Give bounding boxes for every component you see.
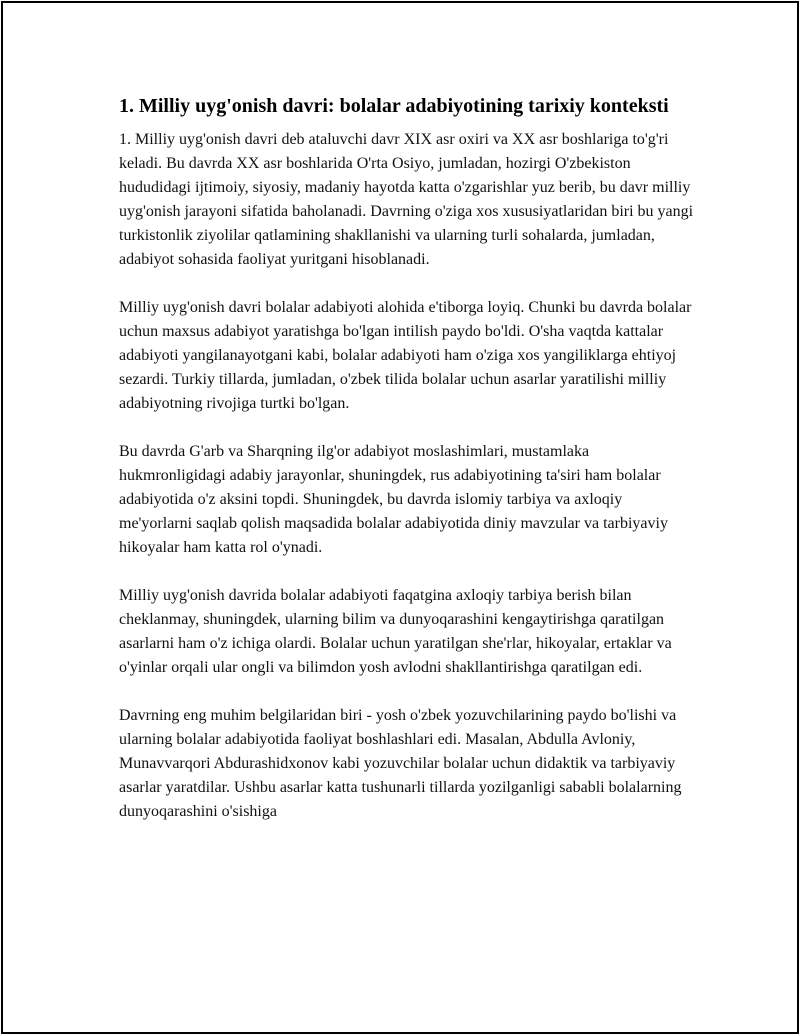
paragraph-2: Milliy uyg'onish davri bolalar adabiyoti alohida e'tiborga loyiq. Chunki bu davrda bolalar uchun maxsus adabiyot yaratishga bo'lgan intilish paydo bo'ldi. O'sha vaqtda kattalar adabiyoti yangilanayotgani kabi, bolalar adabiyoti ham o'ziga xos yangiliklarga ehtiyoj sezardi. Turkiy tillarda, jumladan, o'zbek tilida bolalar uchun asarlar yaratilishi milliy adabiyotning rivojiga turtki bo'lgan. bbox=[119, 299, 692, 412]
document-page bbox=[1, 1, 799, 1034]
paragraph-3: Bu davrda G'arb va Sharqning ilg'or adabiyot moslashimlari, mustamlaka hukmronligidagi adabiy jarayonlar, shuningdek, rus adabiyotining ta'siri ham bolalar adabiyotida o'z aksini topdi. Shuningdek, bu davrda islomiy tarbiya va axloqiy me'yorlarni saqlab qolish maqsadida bolalar adabiyotida diniy mavzular va tarbiyaviy hikoyalar ham katta rol o'ynadi. bbox=[119, 443, 668, 556]
paragraph-4: Milliy uyg'onish davrida bolalar adabiyoti faqatgina axloqiy tarbiya berish bilan cheklanmay, shuningdek, ularning bilim va dunyoqarashini kengaytirishga qaratilgan asarlarni ham o'z ichiga olardi. Bolalar uchun yaratilgan she'rlar, hikoyalar, ertaklar va o'yinlar orqali ular ongli va bilimdon yosh avlodni shakllantirishga qaratilgan edi. bbox=[119, 587, 672, 676]
paragraph-5: Davrning eng muhim belgilaridan biri - yosh o'zbek yozuvchilarining paydo bo'lishi va ularning bolalar adabiyotida faoliyat boshlashlari edi. Masalan, Abdulla Avloniy, Munavvarqori Abdurashidxonov kabi yozuvchilar bolalar uchun didaktik va tarbiyaviy asarlar yaratdilar. Ushbu asarlar katta tushunarli tillarda yozilganligi sababli bolalarning dunyoqarashini o'sishiga bbox=[119, 707, 682, 820]
paragraph-1: 1. Milliy uyg'onish davri deb ataluvchi davr XIX asr oxiri va XX asr boshlariga to'g'ri keladi. Bu davrda XX asr boshlarida O'rta Osiyo, jumladan, hozirgi O'zbekiston hududidagi ijtimoiy, siyosiy, madaniy hayotda katta o'zgarishlar yuz berib, bu davr milliy uyg'onish jarayoni sifatida baholanadi. Davrning o'ziga xos xususiyatlaridan biri bu yangi turkistonlik ziyolilar qatlamining shakllanishi va ularning turli sohalarda, jumladan, adabiyot sohasida faoliyat yuritgani hisoblanadi. bbox=[119, 131, 694, 268]
section-heading: 1. Milliy uyg'onish davri: bolalar adabiyotining tarixiy konteksti bbox=[119, 95, 669, 117]
document-body bbox=[119, 92, 699, 848]
